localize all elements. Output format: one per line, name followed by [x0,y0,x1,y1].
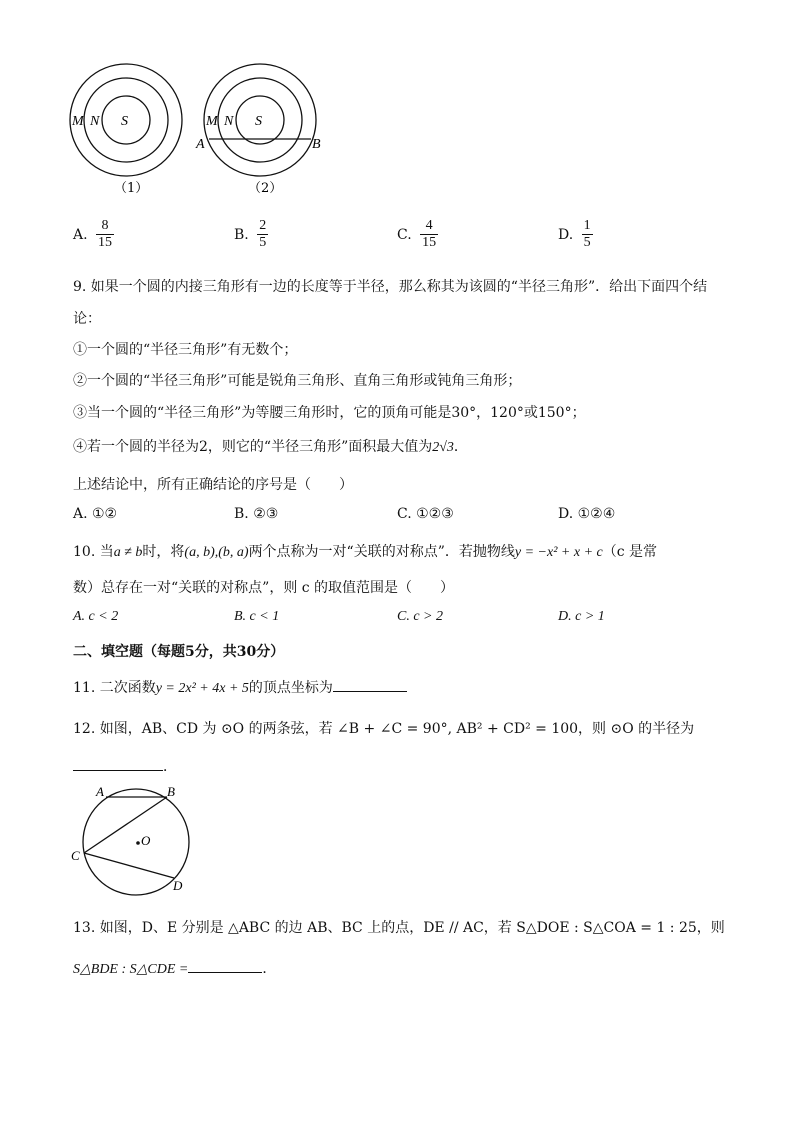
fig2-label-m: M [206,114,218,129]
fig1-caption: （1） [114,181,149,196]
q12-answer-line: ． [73,756,177,776]
q10-option-a[interactable]: A. c < 2 [73,609,119,624]
q10-stem-line2: 数）总存在一对“关联的对称点”，则 c 的取值范围是（ ） [73,580,455,596]
q9-option-d[interactable]: D. ①②④ [558,506,616,522]
q12-answer-blank[interactable] [73,769,163,771]
q12-label-o: O [141,833,151,848]
fig2-label-n: N [224,114,234,129]
q10-option-b[interactable]: B. c < 1 [234,609,280,624]
fig2-label-s: S [255,114,262,129]
q9-sqrt-math: 2√3 [432,440,454,455]
fig2-label-a: A [196,137,205,152]
concentric-circles-figure [60,60,340,200]
section-heading-fill-in: 二、填空题（每题5分，共30分） [73,644,285,660]
fig1-label-m: M [72,114,84,129]
q12-label-d: D [173,878,183,893]
q12-stem: 12. 如图，AB、CD 为 ⊙O 的两条弦，若 ∠B + ∠C = 90°, AB² + CD² = 100，则 ⊙O 的半径为 [73,721,695,737]
q13-answer-blank[interactable] [188,971,262,973]
q9-option-b[interactable]: B. ②③ [234,506,279,522]
q9-statement-4: ④若一个圆的半径为2，则它的“半径三角形”面积最大值为2√3． [73,439,468,455]
q9-question: 上述结论中，所有正确结论的序号是（ ） [73,477,353,493]
q13-stem-line1: 13. 如图，D、E 分别是 △ABC 的边 AB、BC 上的点，DE // AC，若 S△DOE : S△COA = 1 : 25，则 [73,920,725,936]
q8-option-a[interactable]: A. $\frac{8}{15}$ [73,218,113,250]
q9-option-c[interactable]: C. ①②③ [397,506,454,522]
q9-option-a[interactable]: A. ①② [73,506,118,522]
q8-option-d[interactable]: D. $\frac{1}{5}$ [558,218,591,250]
q10-option-d[interactable]: D. c > 1 [558,609,605,624]
q9-statement-2: ②一个圆的“半径三角形”可能是锐角三角形、直角三角形或钝角三角形； [73,373,522,389]
q12-label-b: B [167,784,175,799]
q11-stem: 11. 二次函数y = 2x² + 4x + 5的顶点坐标为 [73,677,407,697]
q13-stem-line2: S△BDE : S△CDE = ． [73,961,277,977]
fig1-label-s: S [121,114,128,129]
q12-circle-figure [66,780,196,898]
q12-label-c: C [71,848,80,863]
q11-answer-blank[interactable] [333,690,407,692]
q9-statement-3: ③当一个圆的“半径三角形”为等腰三角形时，它的顶角可能是30°，120°或150°； [73,405,586,421]
fig2-label-b: B [312,137,321,152]
q12-label-a: A [96,784,104,799]
fig2-caption: （2） [248,181,283,196]
q9-statement-1: ①一个圆的“半径三角形”有无数个； [73,342,298,358]
q8-option-b[interactable]: B. $\frac{2}{5}$ [234,218,267,250]
q9-stem-line1: 9. 如果一个圆的内接三角形有一边的长度等于半径，那么称其为该圆的“半径三角形”．给出下面四个结 [73,279,708,295]
q10-option-c[interactable]: C. c > 2 [397,609,443,624]
q9-stem-line2: 论： [73,311,101,327]
q8-option-c[interactable]: C. $\frac{4}{15}$ [397,218,437,250]
fig1-label-n: N [90,114,100,129]
q10-stem-line1: 10. 当a ≠ b时，将(a, b),(b, a)两个点称为一对“关联的对称点”．若抛物线y = −x² + x + c（c 是常 [73,544,658,560]
